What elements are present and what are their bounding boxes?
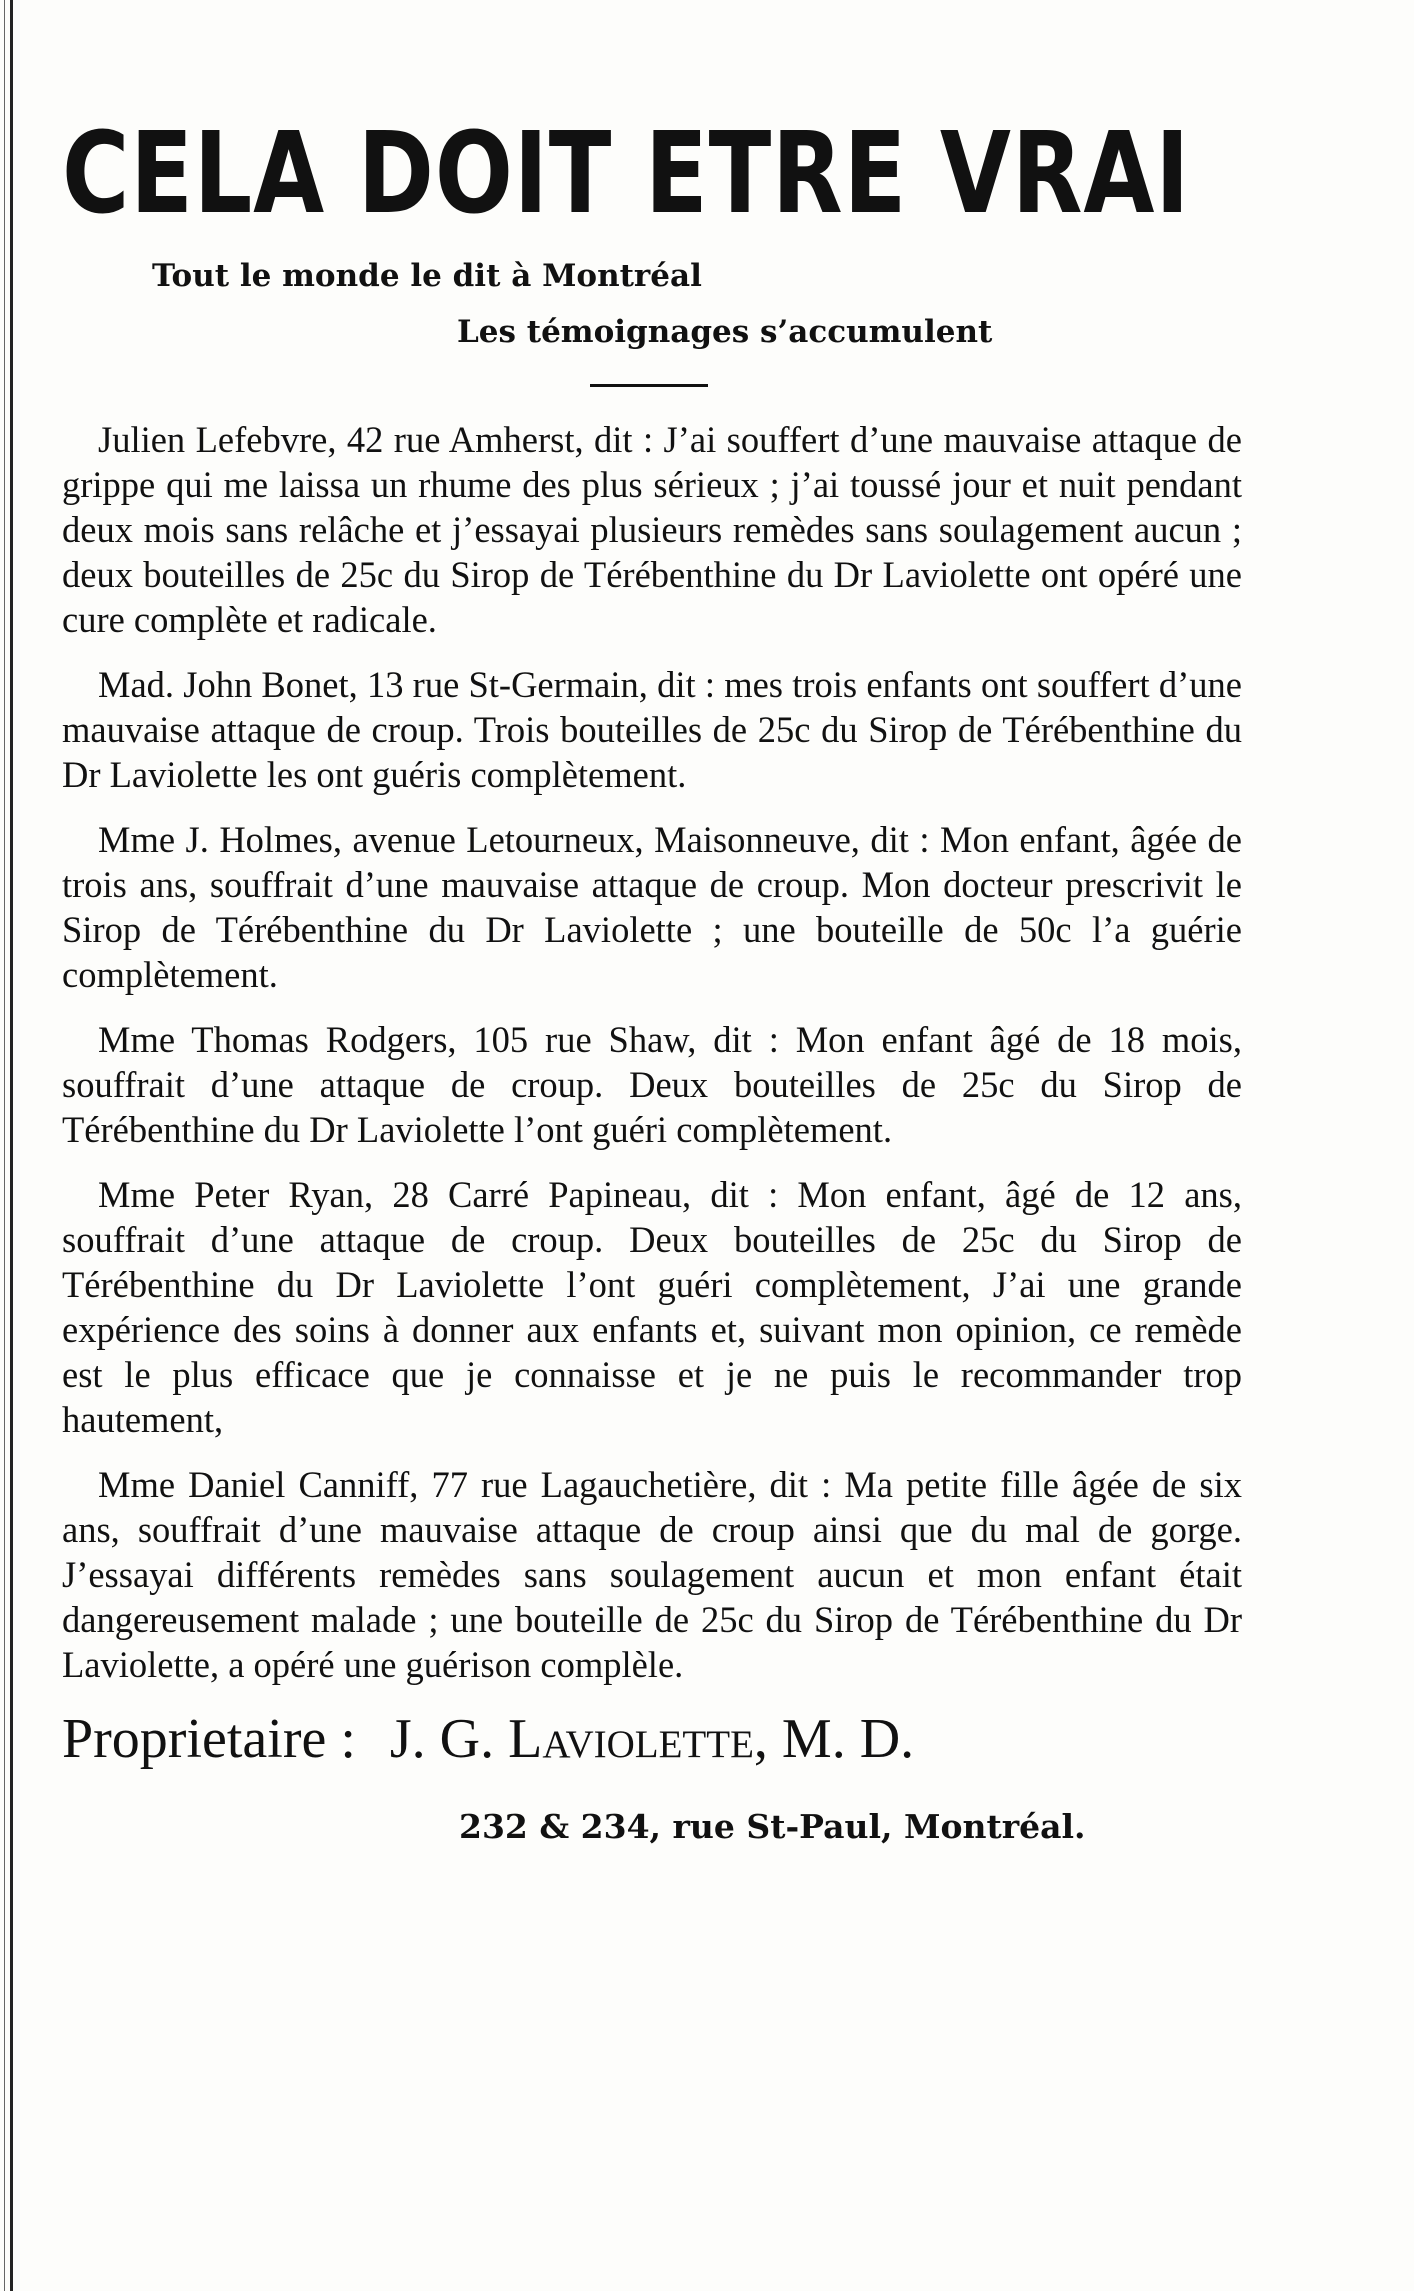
testimonial-rodgers: Mme Thomas Rodgers, 105 rue Shaw, dit : Mon enfant âgé de 18 mois, souffrait d’une attaque de croup. Deux bouteilles de 25c du Sirop de Térébenthine du Dr Laviolette l’ont guéri complètement. (62, 1019, 1242, 1150)
column-rule (10, 0, 13, 2291)
testimonial-holmes: Mme J. Holmes, avenue Letourneux, Maisonneuve, dit : Mon enfant, âgée de trois ans, souffrait d’une mauvaise attaque de croup. Mon docteur prescrivit le Sirop de Térébenthine du Dr Laviolette ; une bouteille de 50c l’a guérie complètement. (62, 819, 1242, 995)
proprietor-name: J. G. Laviolette, M. D. (389, 1708, 915, 1770)
testimonial-canniff: Mme Daniel Canniff, 77 rue Lagauchetière, dit : Ma petite fille âgée de six ans, souffrait d’une mauvaise attaque de croup ainsi que du mal de gorge. J’essayai différents remèdes sans soulagement aucun et mon enfant était dangereusement malade ; une bouteille de 25c du Sirop de Térébenthine du Dr Laviolette, a opéré une guérison complèle. (62, 1464, 1242, 1685)
address: 232 & 234, rue St-Paul, Montréal. (459, 1807, 1086, 1846)
testimonial-lefebvre: Julien Lefebvre, 42 rue Amherst, dit : J’ai souffert d’une mauvaise attaque de grippe qui me laissa un rhume des plus sérieux ; j’ai toussé jour et nuit pendant deux mois sans relâche et j’essayai plusieurs remèdes sans soulagement aucun ; deux bouteilles de 25c du Sirop de Térébenthine du Dr Laviolette ont opéré une cure complète et radicale. (62, 419, 1242, 640)
subheading-1: Tout le monde le dit à Montréal (152, 258, 702, 294)
testimonial-bonet: Mad. John Bonet, 13 rue St-Germain, dit : mes trois enfants ont souffert d’une mauvaise attaque de croup. Trois bouteilles de 25c du Sirop de Térébenthine du Dr Laviolette les ont guéris complètement. (62, 664, 1242, 795)
subheading-2: Les témoignages s’accumulent (457, 314, 993, 350)
proprietor-line (62, 1707, 1242, 1771)
headline: CELA DOIT ETRE VRAI (62, 109, 1191, 239)
divider-rule (590, 384, 708, 387)
advertisement-content (62, 109, 1242, 1846)
testimonials (62, 417, 1242, 1687)
testimonial-ryan: Mme Peter Ryan, 28 Carré Papineau, dit : Mon enfant, âgé de 12 ans, souffrait d’une attaque de croup. Deux bouteilles de 25c du Sirop de Térébenthine du Dr Laviolette l’ont guéri complètement, J’ai une grande expérience des soins à donner aux enfants et, suivant mon opinion, ce remède est le plus efficace que je connaisse et je ne puis le recommander trop hautement, (62, 1174, 1242, 1440)
page-edge-line (4, 0, 5, 2291)
proprietor-label: Proprietaire : (62, 1708, 356, 1770)
